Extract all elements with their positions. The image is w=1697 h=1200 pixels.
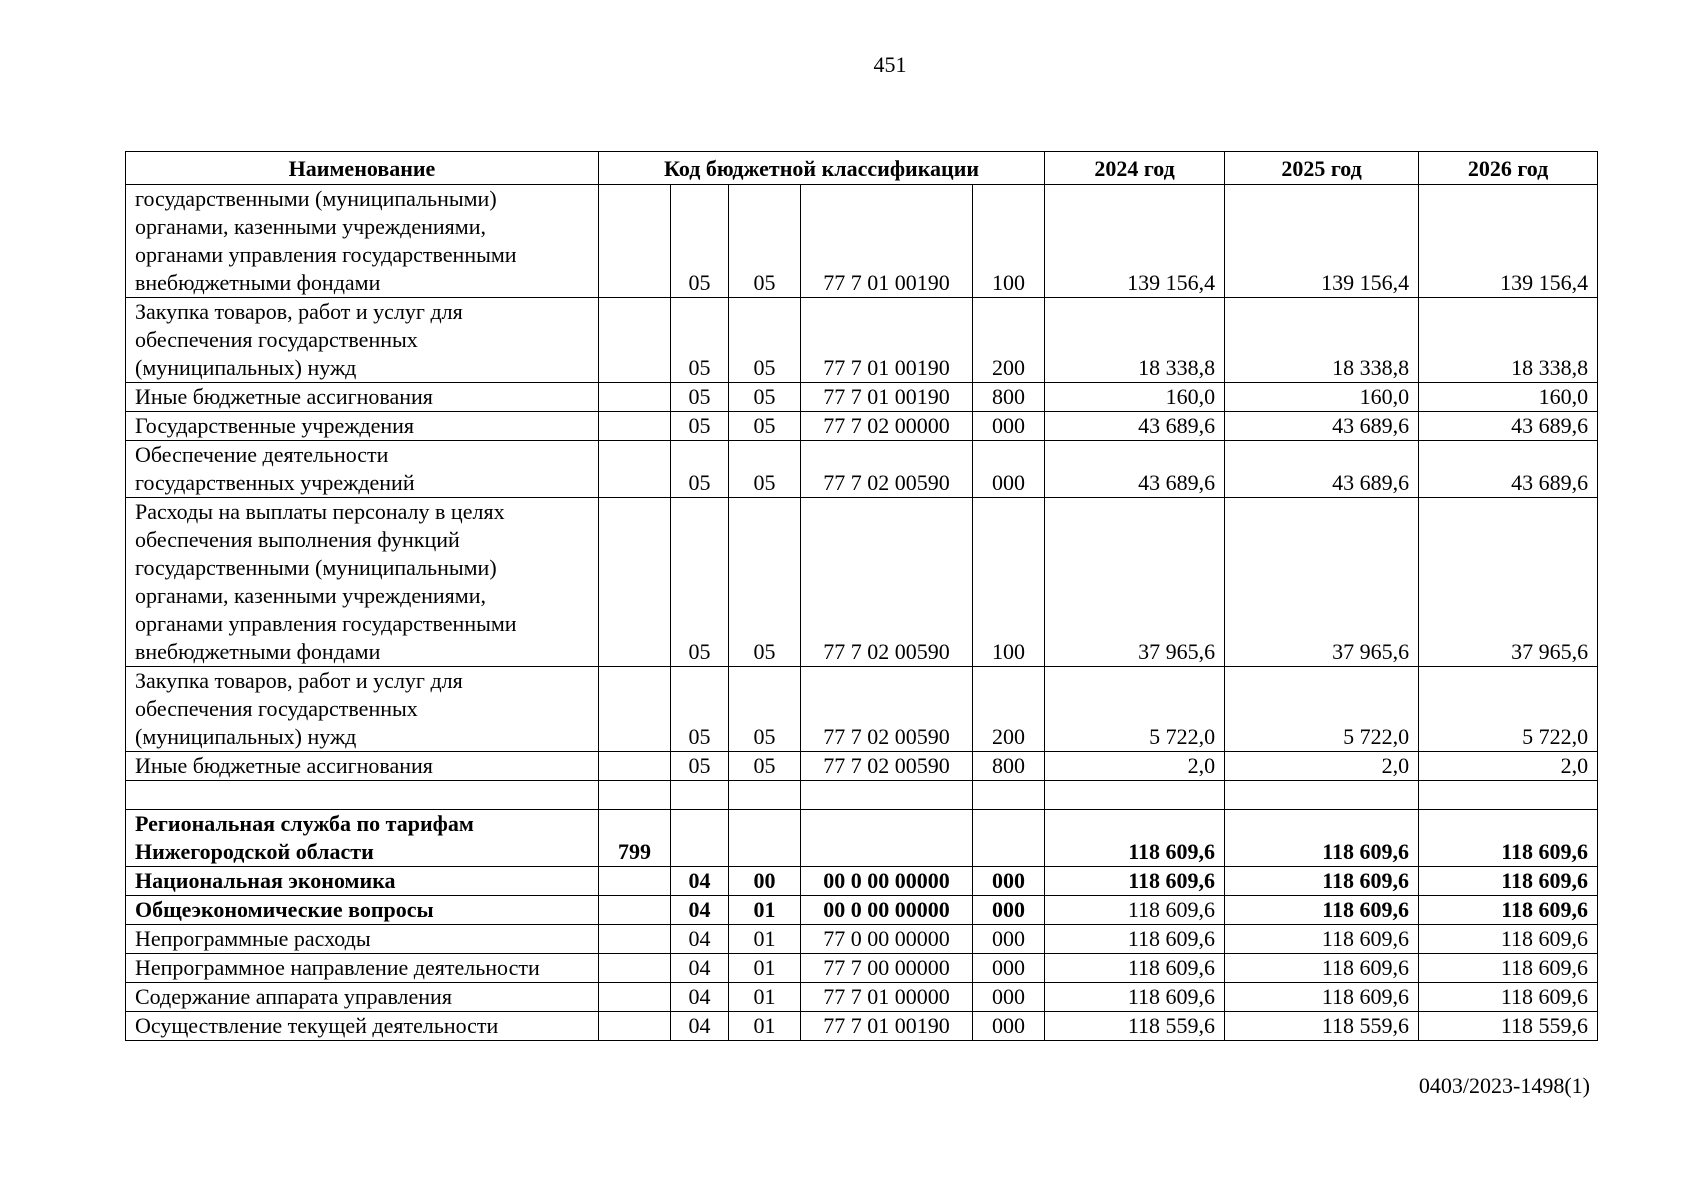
cell-code-subsection: 05 — [729, 498, 801, 667]
cell-2026: 118 609,6 — [1419, 983, 1598, 1012]
cell-code-admin — [599, 298, 671, 383]
table-row — [126, 412, 1598, 441]
cell-2025: 5 722,0 — [1225, 667, 1419, 752]
cell-code-section: 05 — [671, 752, 729, 781]
cell-code-section: 05 — [671, 498, 729, 667]
cell-code-subsection: 01 — [729, 954, 801, 983]
header-2024: 2024 год — [1045, 152, 1225, 185]
name-line: внебюджетными фондами — [135, 270, 381, 295]
cell-code-subsection: 05 — [729, 383, 801, 412]
cell-2026: 43 689,6 — [1419, 412, 1598, 441]
table-row — [126, 667, 1598, 752]
cell-code-subsection: 00 — [729, 867, 801, 896]
cell-name — [126, 441, 599, 498]
cell-2025: 18 338,8 — [1225, 298, 1419, 383]
cell-name — [126, 298, 599, 383]
cell-2024: 118 559,6 — [1045, 1012, 1225, 1041]
name-line: обеспечения выполнения функций — [135, 527, 460, 552]
name-line: обеспечения государственных — [135, 696, 418, 721]
cell-code-target: 00 0 00 00000 — [801, 867, 973, 896]
cell-2026: 118 609,6 — [1419, 954, 1598, 983]
cell-2024: 118 609,6 — [1045, 867, 1225, 896]
cell-2025: 118 559,6 — [1225, 1012, 1419, 1041]
cell-code-expense-type: 800 — [973, 383, 1045, 412]
table-row — [126, 298, 1598, 383]
cell-2025: 2,0 — [1225, 752, 1419, 781]
cell-code-target: 77 7 01 00000 — [801, 983, 973, 1012]
cell-2024: 118 609,6 — [1045, 983, 1225, 1012]
cell-2026: 139 156,4 — [1419, 185, 1598, 298]
cell-code-admin — [599, 752, 671, 781]
cell-2026: 43 689,6 — [1419, 441, 1598, 498]
header-2026: 2026 год — [1419, 152, 1598, 185]
cell-code-section: 04 — [671, 925, 729, 954]
cell-code-subsection: 01 — [729, 896, 801, 925]
cell-2024: 5 722,0 — [1045, 667, 1225, 752]
cell-name — [126, 867, 599, 896]
cell-2024: 43 689,6 — [1045, 412, 1225, 441]
cell-code-section: 05 — [671, 667, 729, 752]
cell-2025: 118 609,6 — [1225, 810, 1419, 867]
cell-2025: 160,0 — [1225, 383, 1419, 412]
cell-code-target: 77 7 01 00190 — [801, 298, 973, 383]
cell-code-section: 04 — [671, 983, 729, 1012]
cell-2024 — [1045, 781, 1225, 810]
cell-code-admin — [599, 185, 671, 298]
cell-code-subsection: 05 — [729, 667, 801, 752]
cell-name — [126, 185, 599, 298]
cell-2026: 118 609,6 — [1419, 925, 1598, 954]
cell-2025: 43 689,6 — [1225, 441, 1419, 498]
cell-code-subsection — [729, 810, 801, 867]
cell-code-subsection: 05 — [729, 412, 801, 441]
cell-2024: 160,0 — [1045, 383, 1225, 412]
cell-code-target — [801, 810, 973, 867]
cell-code-section: 04 — [671, 1012, 729, 1041]
cell-2026: 160,0 — [1419, 383, 1598, 412]
cell-code-expense-type: 000 — [973, 441, 1045, 498]
cell-name — [126, 498, 599, 667]
name-line: Иные бюджетные ассигнования — [135, 753, 433, 778]
cell-code-target: 77 7 02 00590 — [801, 441, 973, 498]
cell-2025: 139 156,4 — [1225, 185, 1419, 298]
cell-code-target: 77 7 01 00190 — [801, 185, 973, 298]
cell-2024: 118 609,6 — [1045, 896, 1225, 925]
cell-2025: 118 609,6 — [1225, 954, 1419, 983]
cell-code-target: 77 0 00 00000 — [801, 925, 973, 954]
cell-code-expense-type: 000 — [973, 896, 1045, 925]
cell-name — [126, 781, 599, 810]
cell-code-expense-type: 100 — [973, 498, 1045, 667]
cell-2024: 43 689,6 — [1045, 441, 1225, 498]
table-row — [126, 441, 1598, 498]
name-line: Нижегородской области — [135, 839, 374, 864]
cell-code-admin — [599, 867, 671, 896]
cell-code-target: 77 7 02 00590 — [801, 667, 973, 752]
page-number: 451 — [873, 52, 907, 77]
cell-code-admin — [599, 781, 671, 810]
cell-code-target: 77 7 02 00590 — [801, 752, 973, 781]
cell-2024: 118 609,6 — [1045, 925, 1225, 954]
cell-code-admin — [599, 498, 671, 667]
cell-code-target: 00 0 00 00000 — [801, 896, 973, 925]
name-line: Расходы на выплаты персоналу в целях — [135, 499, 505, 524]
cell-code-target: 77 7 00 00000 — [801, 954, 973, 983]
cell-code-section: 04 — [671, 896, 729, 925]
name-line: обеспечения государственных — [135, 327, 418, 352]
cell-code-expense-type: 100 — [973, 185, 1045, 298]
name-line: Осуществление текущей деятельности — [135, 1013, 499, 1038]
cell-code-admin — [599, 954, 671, 983]
cell-2026: 118 609,6 — [1419, 896, 1598, 925]
name-line: Закупка товаров, работ и услуг для — [135, 668, 463, 693]
cell-2026: 118 559,6 — [1419, 1012, 1598, 1041]
cell-2026: 118 609,6 — [1419, 810, 1598, 867]
cell-code-expense-type: 200 — [973, 298, 1045, 383]
name-line: органами управления государственными — [135, 611, 517, 636]
cell-code-expense-type — [973, 810, 1045, 867]
name-line: органами, казенными учреждениями, — [135, 214, 486, 239]
table-row — [126, 498, 1598, 667]
name-line: Непрограммные расходы — [135, 926, 371, 951]
cell-code-target: 77 7 02 00590 — [801, 498, 973, 667]
cell-2025: 118 609,6 — [1225, 867, 1419, 896]
table-row — [126, 185, 1598, 298]
cell-code-expense-type: 000 — [973, 412, 1045, 441]
cell-2025: 118 609,6 — [1225, 925, 1419, 954]
cell-name — [126, 925, 599, 954]
cell-2026: 118 609,6 — [1419, 867, 1598, 896]
cell-name — [126, 810, 599, 867]
cell-name — [126, 896, 599, 925]
cell-code-section: 04 — [671, 867, 729, 896]
name-line: Государственные учреждения — [135, 413, 415, 438]
name-line: государственными (муниципальными) — [135, 555, 497, 580]
name-line: Закупка товаров, работ и услуг для — [135, 299, 463, 324]
cell-code-subsection: 01 — [729, 1012, 801, 1041]
cell-code-section: 05 — [671, 383, 729, 412]
cell-name — [126, 983, 599, 1012]
table-row — [126, 954, 1598, 983]
name-line: Региональная служба по тарифам — [135, 811, 474, 836]
name-line: внебюджетными фондами — [135, 639, 381, 664]
cell-code-expense-type: 000 — [973, 1012, 1045, 1041]
cell-code-section: 04 — [671, 954, 729, 983]
name-line: государственными (муниципальными) — [135, 186, 497, 211]
name-line: Содержание аппарата управления — [135, 984, 452, 1009]
name-line: органами управления государственными — [135, 242, 517, 267]
cell-2024: 118 609,6 — [1045, 954, 1225, 983]
cell-2024: 139 156,4 — [1045, 185, 1225, 298]
cell-code-admin: 799 — [599, 810, 671, 867]
table-row — [126, 383, 1598, 412]
name-line: (муниципальных) нужд — [135, 724, 357, 749]
cell-code-target — [801, 781, 973, 810]
cell-code-admin — [599, 412, 671, 441]
cell-code-admin — [599, 383, 671, 412]
cell-name — [126, 1012, 599, 1041]
cell-code-expense-type: 000 — [973, 925, 1045, 954]
document-code: 0403/2023-1498(1) — [1418, 1073, 1590, 1098]
name-line: Иные бюджетные ассигнования — [135, 384, 433, 409]
header-2025: 2025 год — [1225, 152, 1419, 185]
cell-2025: 118 609,6 — [1225, 983, 1419, 1012]
table-body — [126, 185, 1598, 1041]
name-line: органами, казенными учреждениями, — [135, 583, 486, 608]
cell-code-subsection: 05 — [729, 298, 801, 383]
cell-2024: 18 338,8 — [1045, 298, 1225, 383]
cell-2025: 118 609,6 — [1225, 896, 1419, 925]
name-line: Обеспечение деятельности — [135, 442, 389, 467]
cell-code-subsection: 05 — [729, 185, 801, 298]
cell-code-target: 77 7 01 00190 — [801, 383, 973, 412]
table-row — [126, 896, 1598, 925]
cell-name — [126, 412, 599, 441]
table-row — [126, 867, 1598, 896]
cell-name — [126, 667, 599, 752]
cell-2025 — [1225, 781, 1419, 810]
cell-code-subsection: 05 — [729, 752, 801, 781]
cell-name — [126, 383, 599, 412]
header-code: Код бюджетной классификации — [599, 152, 1045, 185]
cell-code-admin — [599, 667, 671, 752]
cell-2024: 2,0 — [1045, 752, 1225, 781]
table-row — [126, 752, 1598, 781]
cell-code-section: 05 — [671, 298, 729, 383]
cell-2025: 37 965,6 — [1225, 498, 1419, 667]
cell-2025: 43 689,6 — [1225, 412, 1419, 441]
cell-2026 — [1419, 781, 1598, 810]
cell-code-expense-type — [973, 781, 1045, 810]
cell-2026: 37 965,6 — [1419, 498, 1598, 667]
cell-code-expense-type: 000 — [973, 983, 1045, 1012]
cell-code-section — [671, 810, 729, 867]
cell-code-admin — [599, 925, 671, 954]
cell-2024: 118 609,6 — [1045, 810, 1225, 867]
table-row — [126, 1012, 1598, 1041]
table-row — [126, 810, 1598, 867]
table-header-row — [126, 152, 1598, 185]
cell-code-subsection: 01 — [729, 925, 801, 954]
cell-code-target: 77 7 02 00000 — [801, 412, 973, 441]
cell-code-subsection: 01 — [729, 983, 801, 1012]
cell-name — [126, 752, 599, 781]
cell-name — [126, 954, 599, 983]
cell-code-admin — [599, 441, 671, 498]
cell-code-admin — [599, 983, 671, 1012]
cell-code-expense-type: 800 — [973, 752, 1045, 781]
cell-code-section: 05 — [671, 412, 729, 441]
cell-2024: 37 965,6 — [1045, 498, 1225, 667]
name-line: Общеэкономические вопросы — [135, 897, 434, 922]
cell-code-target: 77 7 01 00190 — [801, 1012, 973, 1041]
name-line: Национальная экономика — [135, 868, 396, 893]
budget-table — [125, 151, 1598, 1041]
cell-code-section: 05 — [671, 185, 729, 298]
cell-code-subsection: 05 — [729, 441, 801, 498]
name-line: Непрограммное направление деятельности — [135, 955, 540, 980]
cell-2026: 2,0 — [1419, 752, 1598, 781]
cell-code-subsection — [729, 781, 801, 810]
header-name: Наименование — [126, 152, 599, 185]
cell-code-section: 05 — [671, 441, 729, 498]
cell-code-admin — [599, 1012, 671, 1041]
name-line: (муниципальных) нужд — [135, 355, 357, 380]
cell-code-section — [671, 781, 729, 810]
cell-2026: 18 338,8 — [1419, 298, 1598, 383]
cell-code-expense-type: 000 — [973, 954, 1045, 983]
cell-code-admin — [599, 896, 671, 925]
name-line: государственных учреждений — [135, 470, 415, 495]
table-row — [126, 781, 1598, 810]
cell-2026: 5 722,0 — [1419, 667, 1598, 752]
cell-code-expense-type: 000 — [973, 867, 1045, 896]
table-row — [126, 983, 1598, 1012]
cell-code-expense-type: 200 — [973, 667, 1045, 752]
table-row — [126, 925, 1598, 954]
